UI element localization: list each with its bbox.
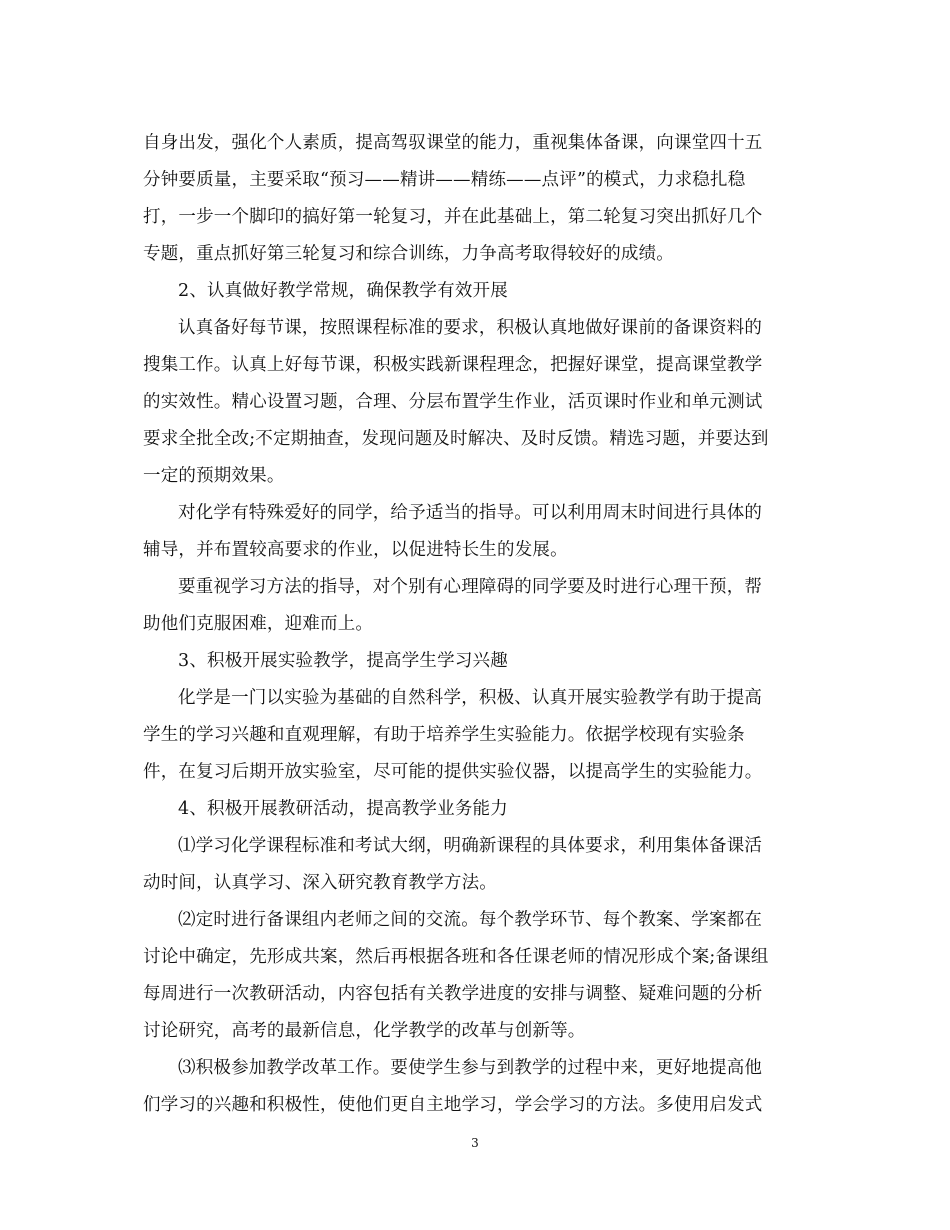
text-line: 专题，重点抓好第三轮复习和综合训练，力争高考取得较好的成绩。: [143, 244, 674, 264]
text-line: ⑶积极参加教学改革工作。要使学生参与到教学的过程中来，更好地提高他: [178, 1058, 763, 1078]
page-number: 3: [471, 1136, 479, 1150]
text-line: 讨论中确定，先形成共案，然后再根据各班和各任课老师的情况形成个案;备课组: [143, 947, 769, 967]
text-line: 要求全批全改;不定期抽查，发现问题及时解决、及时反馈。精选习题，并要达到: [143, 429, 769, 449]
text-line: 搜集工作。认真上好每节课，积极实践新课程理念，把握好课堂，提高课堂教学: [143, 355, 763, 375]
text-line: 每周进行一次教研活动，内容包括有关教学进度的安排与调整、疑难问题的分析: [143, 984, 763, 1004]
text-line: 动时间，认真学习、深入研究教育教学方法。: [143, 873, 497, 893]
section-heading: 2、认真做好教学常规，确保教学有效开展: [178, 281, 508, 301]
text-line: 助他们克服困难，迎难而上。: [143, 614, 374, 634]
text-line: 分钟要质量，主要采取“预习——精讲——精练——点评”的模式，力求稳扎稳: [143, 170, 746, 190]
text-line: 的实效性。精心设置习题，合理、分层布置学生作业，活页课时作业和单元测试: [143, 392, 763, 412]
text-line: 件，在复习后期开放实验室，尽可能的提供实验仪器，以提高学生的实验能力。: [143, 762, 763, 782]
text-line: 对化学有特殊爱好的同学，给予适当的指导。可以利用周末时间进行具体的: [178, 503, 763, 523]
section-heading: 3、积极开展实验教学，提高学生学习兴趣: [178, 651, 508, 671]
text-line: 讨论研究，高考的最新信息，化学教学的改革与创新等。: [143, 1021, 586, 1041]
text-line: 认真备好每节课，按照课程标准的要求，积极认真地做好课前的备课资料的: [178, 318, 763, 338]
text-line: 自身出发，强化个人素质，提高驾驭课堂的能力，重视集体备课，向课堂四十五: [143, 133, 763, 153]
text-line: 一定的预期效果。: [143, 466, 285, 486]
text-line: 学生的学习兴趣和直观理解，有助于培养学生实验能力。依据学校现有实验条: [143, 725, 745, 745]
text-line: ⑴学习化学课程标准和考试大纲，明确新课程的具体要求，利用集体备课活: [178, 836, 763, 856]
text-line: 化学是一门以实验为基础的自然科学，积极、认真开展实验教学有助于提高: [178, 688, 763, 708]
text-line: ⑵定时进行备课组内老师之间的交流。每个教学环节、每个教案、学案都在: [178, 910, 763, 930]
text-line: 辅导，并布置较高要求的作业，以促进特长生的发展。: [143, 540, 568, 560]
text-line: 们学习的兴趣和积极性，使他们更自主地学习，学会学习的方法。多使用启发式: [143, 1095, 763, 1115]
text-line: 打，一步一个脚印的搞好第一轮复习，并在此基础上，第二轮复习突出抓好几个: [143, 207, 763, 227]
text-line: 要重视学习方法的指导，对个别有心理障碍的同学要及时进行心理干预，帮: [178, 577, 763, 597]
section-heading: 4、积极开展教研活动，提高教学业务能力: [178, 799, 508, 819]
